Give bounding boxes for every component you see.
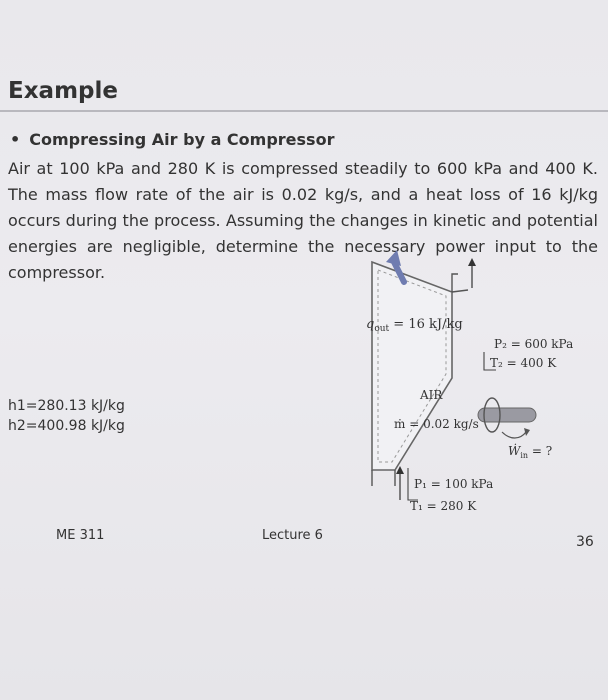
- outlet-arrow-head: [468, 258, 476, 266]
- slide-title: Example: [8, 78, 118, 104]
- footer-lecture: Lecture 6: [262, 528, 323, 543]
- inlet-pipe: [372, 470, 395, 486]
- air-label: AIR: [420, 388, 443, 402]
- work-arrow-curve: [502, 432, 526, 438]
- footer-course: ME 311: [56, 528, 105, 543]
- enthalpy-h2: h2=400.98 kJ/kg: [8, 418, 125, 434]
- page-number: 36: [576, 534, 594, 550]
- bullet-dot: •: [10, 130, 21, 149]
- inlet-temperature-label: T₁ = 280 K: [410, 499, 477, 513]
- outlet-pipe: [452, 274, 468, 292]
- drive-shaft: [478, 408, 536, 422]
- outlet-temperature-label: T₂ = 400 K: [490, 356, 557, 370]
- bullet-heading-text: Compressing Air by a Compressor: [29, 130, 335, 149]
- problem-statement: Air at 100 kPa and 280 K is compressed steadily to 600 kPa and 400 K. The mass flow rate of the air is 0.02 kg/s, and a heat loss of 16 kJ/kg occurs during the process. Assuming the changes in kinetic and potential energies are negligible, determine the necessary power input to the compressor.: [8, 159, 598, 282]
- inlet-pressure-label: P₁ = 100 kPa: [414, 477, 494, 491]
- work-arrow-head: [524, 428, 530, 436]
- mass-flow-label: ṁ = 0.02 kg/s: [394, 417, 479, 431]
- heat-loss-label: $q_{out} = 16$ kJ/kg: [366, 317, 463, 334]
- enthalpy-h1: h1=280.13 kJ/kg: [8, 398, 125, 414]
- work-input-label: Ẇ$_{in}$ = ?: [508, 444, 553, 460]
- outlet-pressure-label: P₂ = 600 kPa: [494, 337, 574, 351]
- heat-loss-arrow-head: [386, 250, 401, 266]
